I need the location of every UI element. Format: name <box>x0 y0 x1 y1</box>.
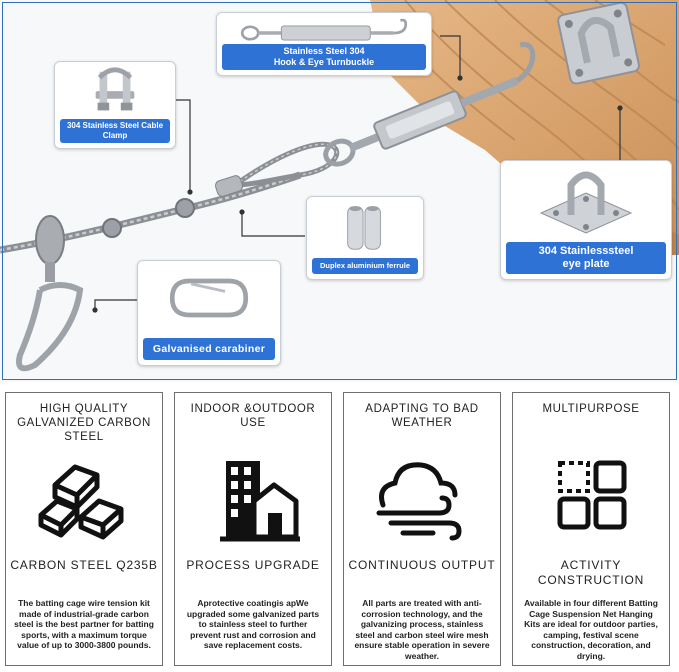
callout-ferrule <box>306 196 424 280</box>
card-heading: ACTIVITY CONSTRUCTION <box>537 558 645 587</box>
feature-cards <box>0 382 679 672</box>
eye-plate-label-line1: 304 Stainlesssteel <box>538 245 634 257</box>
card-heading: PROCESS UPGRADE <box>186 558 320 572</box>
cloud-wind-icon <box>373 455 473 545</box>
grid-squares-icon <box>542 455 642 545</box>
gold-bars-icon <box>35 455 135 545</box>
card-body: All parts are treated with anti-corrosion technology, and the galvanizing process, stainless steel and carbon steel wire mesh ensure stable operation in severe weather. <box>354 598 490 661</box>
turnbuckle-label-line2: Hook & Eye Turnbuckle <box>273 57 375 67</box>
card-body: Aprotective coatingis apWe upgraded some galvanized parts to stainless steel to further prevent rust and corrosion and save replacement costs. <box>186 598 320 650</box>
feature-card-continuous-output <box>343 392 501 666</box>
ferrule-icon <box>307 201 423 255</box>
feature-card-process-upgrade <box>174 392 332 666</box>
feature-card-carbon-steel <box>5 392 163 666</box>
callout-carabiner <box>137 260 281 366</box>
card-heading: CONTINUOUS OUTPUT <box>348 558 496 572</box>
card-heading: CARBON STEEL Q235B <box>10 558 158 572</box>
ferrule-label: Duplex aluminium ferrule <box>312 258 418 274</box>
carabiner-icon <box>138 265 280 331</box>
buildings-icon <box>204 455 304 545</box>
cable-clamp-label: 304 Stainless Steel Cable Clamp <box>60 119 170 143</box>
card-title: INDOOR &OUTDOOR USE <box>190 403 316 429</box>
card-body: Available in four different Batting Cage Suspension Net Hanging Kits are ideal for outdoor parties, camping, festival scene construction, decoration, and drying. <box>524 598 658 661</box>
eye-plate-label-line2: eye plate <box>562 258 610 270</box>
card-title: ADAPTING TO BAD WEATHER <box>365 403 479 429</box>
cable-clamp-icon <box>55 64 175 122</box>
turnbuckle-label <box>222 44 426 70</box>
callout-eye-plate <box>500 160 672 280</box>
card-body: The batting cage wire tension kit made of industrial-grade carbon steel is the best partner for batting sports, with a maximum torque value of up to 3000-3800 pounds. <box>14 598 154 650</box>
eye-plate-label <box>506 242 666 274</box>
card-title: MULTIPURPOSE <box>542 403 640 415</box>
callout-turnbuckle <box>216 12 432 76</box>
card-title: HIGH QUALITY GALVANIZED CARBON STEEL <box>17 403 151 443</box>
eye-plate-icon <box>501 163 671 243</box>
turnbuckle-label-line1: Stainless Steel 304 <box>283 46 365 56</box>
callout-cable-clamp <box>54 61 176 149</box>
carabiner-label: Galvanised carabiner <box>143 338 275 360</box>
feature-card-activity-construction <box>512 392 670 666</box>
